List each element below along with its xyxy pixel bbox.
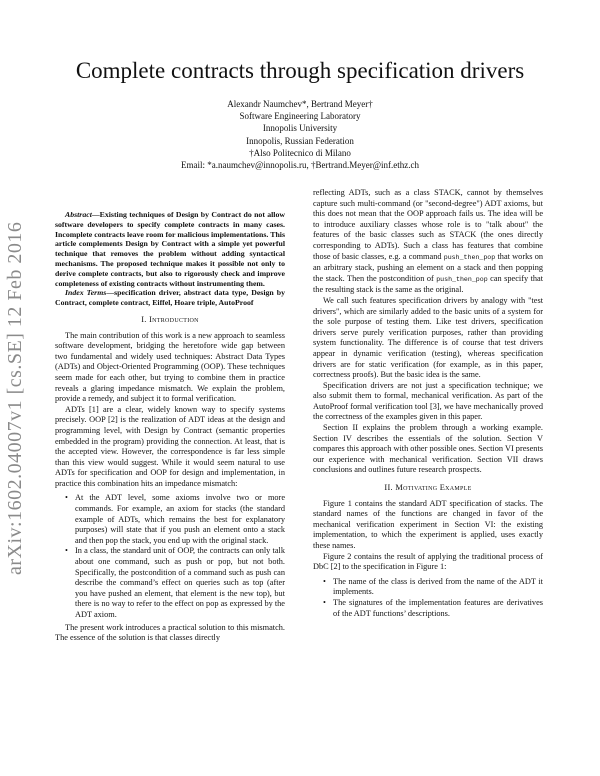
- intro-paragraph-2: ADTs [1] are a clear, widely known way to specify systems precisely. OOP [2] is the realization of ADT ideas at the design and programming level, with Design by Contract (semantic properties embedded in the program) providing the connection. At least, that is the accepted view. However, the correspondence is far less simple than this view would suggest. While it would seem natural to use ADTs for specification and OOP for design and implementation, in practice this combination hits an impedance mismatch:: [55, 404, 285, 488]
- author-university: Innopolis University: [262, 123, 338, 134]
- intro-bullet-1: • At the ADT level, some axioms involve two or more commands. For example, an axiom for stacks (the standard example of ADTs, which remains the best for explanatory purposes) will state that if you push an element onto a stack and then pop the stack, you end up with the original stack.: [65, 493, 285, 546]
- abstract-text: —Existing techniques of Design by Contract do not allow software developers to specify complete contracts in many cases. Incomplete contracts leave room for malicious implementations. This article complements Design by Contract with a simple yet powerful technique that removes the problem without adding syntactical mechanisms. The proposed technique makes it possible not only to derive complete contracts, but also to rigorously check and improve completeness of existing contracts without instrumenting them.: [55, 210, 285, 288]
- author-email: Email: *a.naumchev@innopolis.ru, †Bertrand.Meyer@inf.ethz.ch: [180, 160, 419, 171]
- index-terms-label: Index Terms: [65, 288, 107, 298]
- right-paragraph-2: We call such features specification drivers by analogy with "test drivers", which are similarly added to the basic units of a system for the sole purpose of testing them. Like test drivers, specification drivers serve purely verification purposes, rather than providing system functionality. The difference is of course that test drivers appear in dynamic verification (testing), whereas specification drivers are for static verification (for example, as in this paper, correctness proofs). But the basic idea is the same.: [313, 295, 543, 380]
- author-lab: Software Engineering Laboratory: [239, 111, 361, 122]
- intro-paragraph-3: The present work introduces a practical solution to this mismatch. The essence of the solution is that classes directly: [55, 622, 285, 643]
- right-paragraph-3: Specification drivers are not just a specification technique; we also submit them to formal, mechanical verification. As part of the AutoProof formal verification tool [3], we have mechanically proved the correctness of the examples given in this paper.: [313, 380, 543, 422]
- right-paragraph-1-a: reflecting ADTs, such as a class STACK, cannot by themselves capture such multi-command (or "second-degree") ADT axioms, but this does not mean that the OOP approach fails us. The idea will be to introduce auxiliary classes whose role is to "talk about" the features of the basic classes such as STACK (the ones directly corresponding to ADTs). Such a class has features that combine those of basic classes, e.g. a command: [313, 188, 543, 261]
- right-paragraph-5: Figure 1 contains the standard ADT specification of stacks. The standard names of the functions are changed in favor of the mechanical verification experiment in Section VI: the existing implementation, to which the experiment is applied, uses exactly these names.: [313, 498, 543, 550]
- right-bullet-2: • The signatures of the implementation features are derivatives of the ADT functions’ descriptions.: [323, 598, 543, 619]
- paper-title: Complete contracts through specification drivers: [75, 58, 525, 83]
- intro-paragraph-1: The main contribution of this work is a new approach to seamless software development, bridging the heretofore wide gap between two fundamental and widely used techniques: Abstract Data Types (ADTs) and Object-Oriented Programming (OOP). These techniques seem made for each other, but trying to combine them in practice reveals a glaring impedance mismatch. We explain the problem, provide a remedy, and subject it to formal verification.: [55, 330, 285, 404]
- author-block: [0, 98, 600, 171]
- right-paragraph-4: Section II explains the problem through a working example. Section IV describes the essentials of the solution. Section V compares this approach with other possible ones. Section VI presents our experience with mechanical verification. Section VII draws conclusions and outlines future research prospects.: [313, 423, 543, 475]
- right-paragraph-1-c: can specify that the resulting stack is the same as the original.: [313, 273, 544, 295]
- abstract: [55, 210, 285, 288]
- index-terms: [55, 288, 285, 308]
- right-paragraph-1: [313, 188, 543, 296]
- code-push-then-pop-2: push_then_pop: [436, 275, 488, 283]
- index-terms-text: —specification driver, abstract data type, Design by Contract, complete contract, Eiffel, Hoare triple, AutoProof: [55, 288, 286, 308]
- author-second-affiliation: †Also Politecnico di Milano: [249, 147, 351, 158]
- section-heading-motivating-example: II. Motivating Example: [384, 483, 472, 493]
- right-paragraph-6: Figure 2 contains the result of applying the traditional process of DbC [2] to the specification in Figure 1:: [313, 551, 543, 572]
- section-heading-introduction: I. Introduction: [141, 314, 199, 324]
- left-column: [55, 210, 285, 644]
- right-paragraph-1-b: that works on an arbitrary stack, pushing an element on a stack and then popping the stack. Then the postcondition of: [313, 251, 544, 283]
- intro-bullet-2: • In a class, the standard unit of OOP, the contracts can only talk about one command, such as push or pop, but not both. Specifically, the postcondition of a command such as push can describe the command’s effect on queries such as top (after you have pushed an element, that element is the new top), but there is no way to refer to the effect on pop as expressed by the ADT axiom.: [65, 546, 285, 620]
- right-bullet-1: • The name of the class is derived from the name of the ADT it implements.: [323, 577, 543, 598]
- right-column: [313, 188, 543, 621]
- author-location: Innopolis, Russian Federation: [246, 135, 354, 146]
- abstract-label: Abstract: [65, 210, 92, 219]
- arxiv-stamp: arXiv:1602.04007v1 [cs.SE] 12 Feb 2016: [4, 221, 26, 575]
- author-names: Alexandr Naumchev*, Bertrand Meyer†: [227, 99, 373, 109]
- right-bullet-list: [323, 577, 543, 619]
- code-push-then-pop-1: push_then_pop: [443, 253, 496, 261]
- intro-bullet-list: [65, 493, 285, 620]
